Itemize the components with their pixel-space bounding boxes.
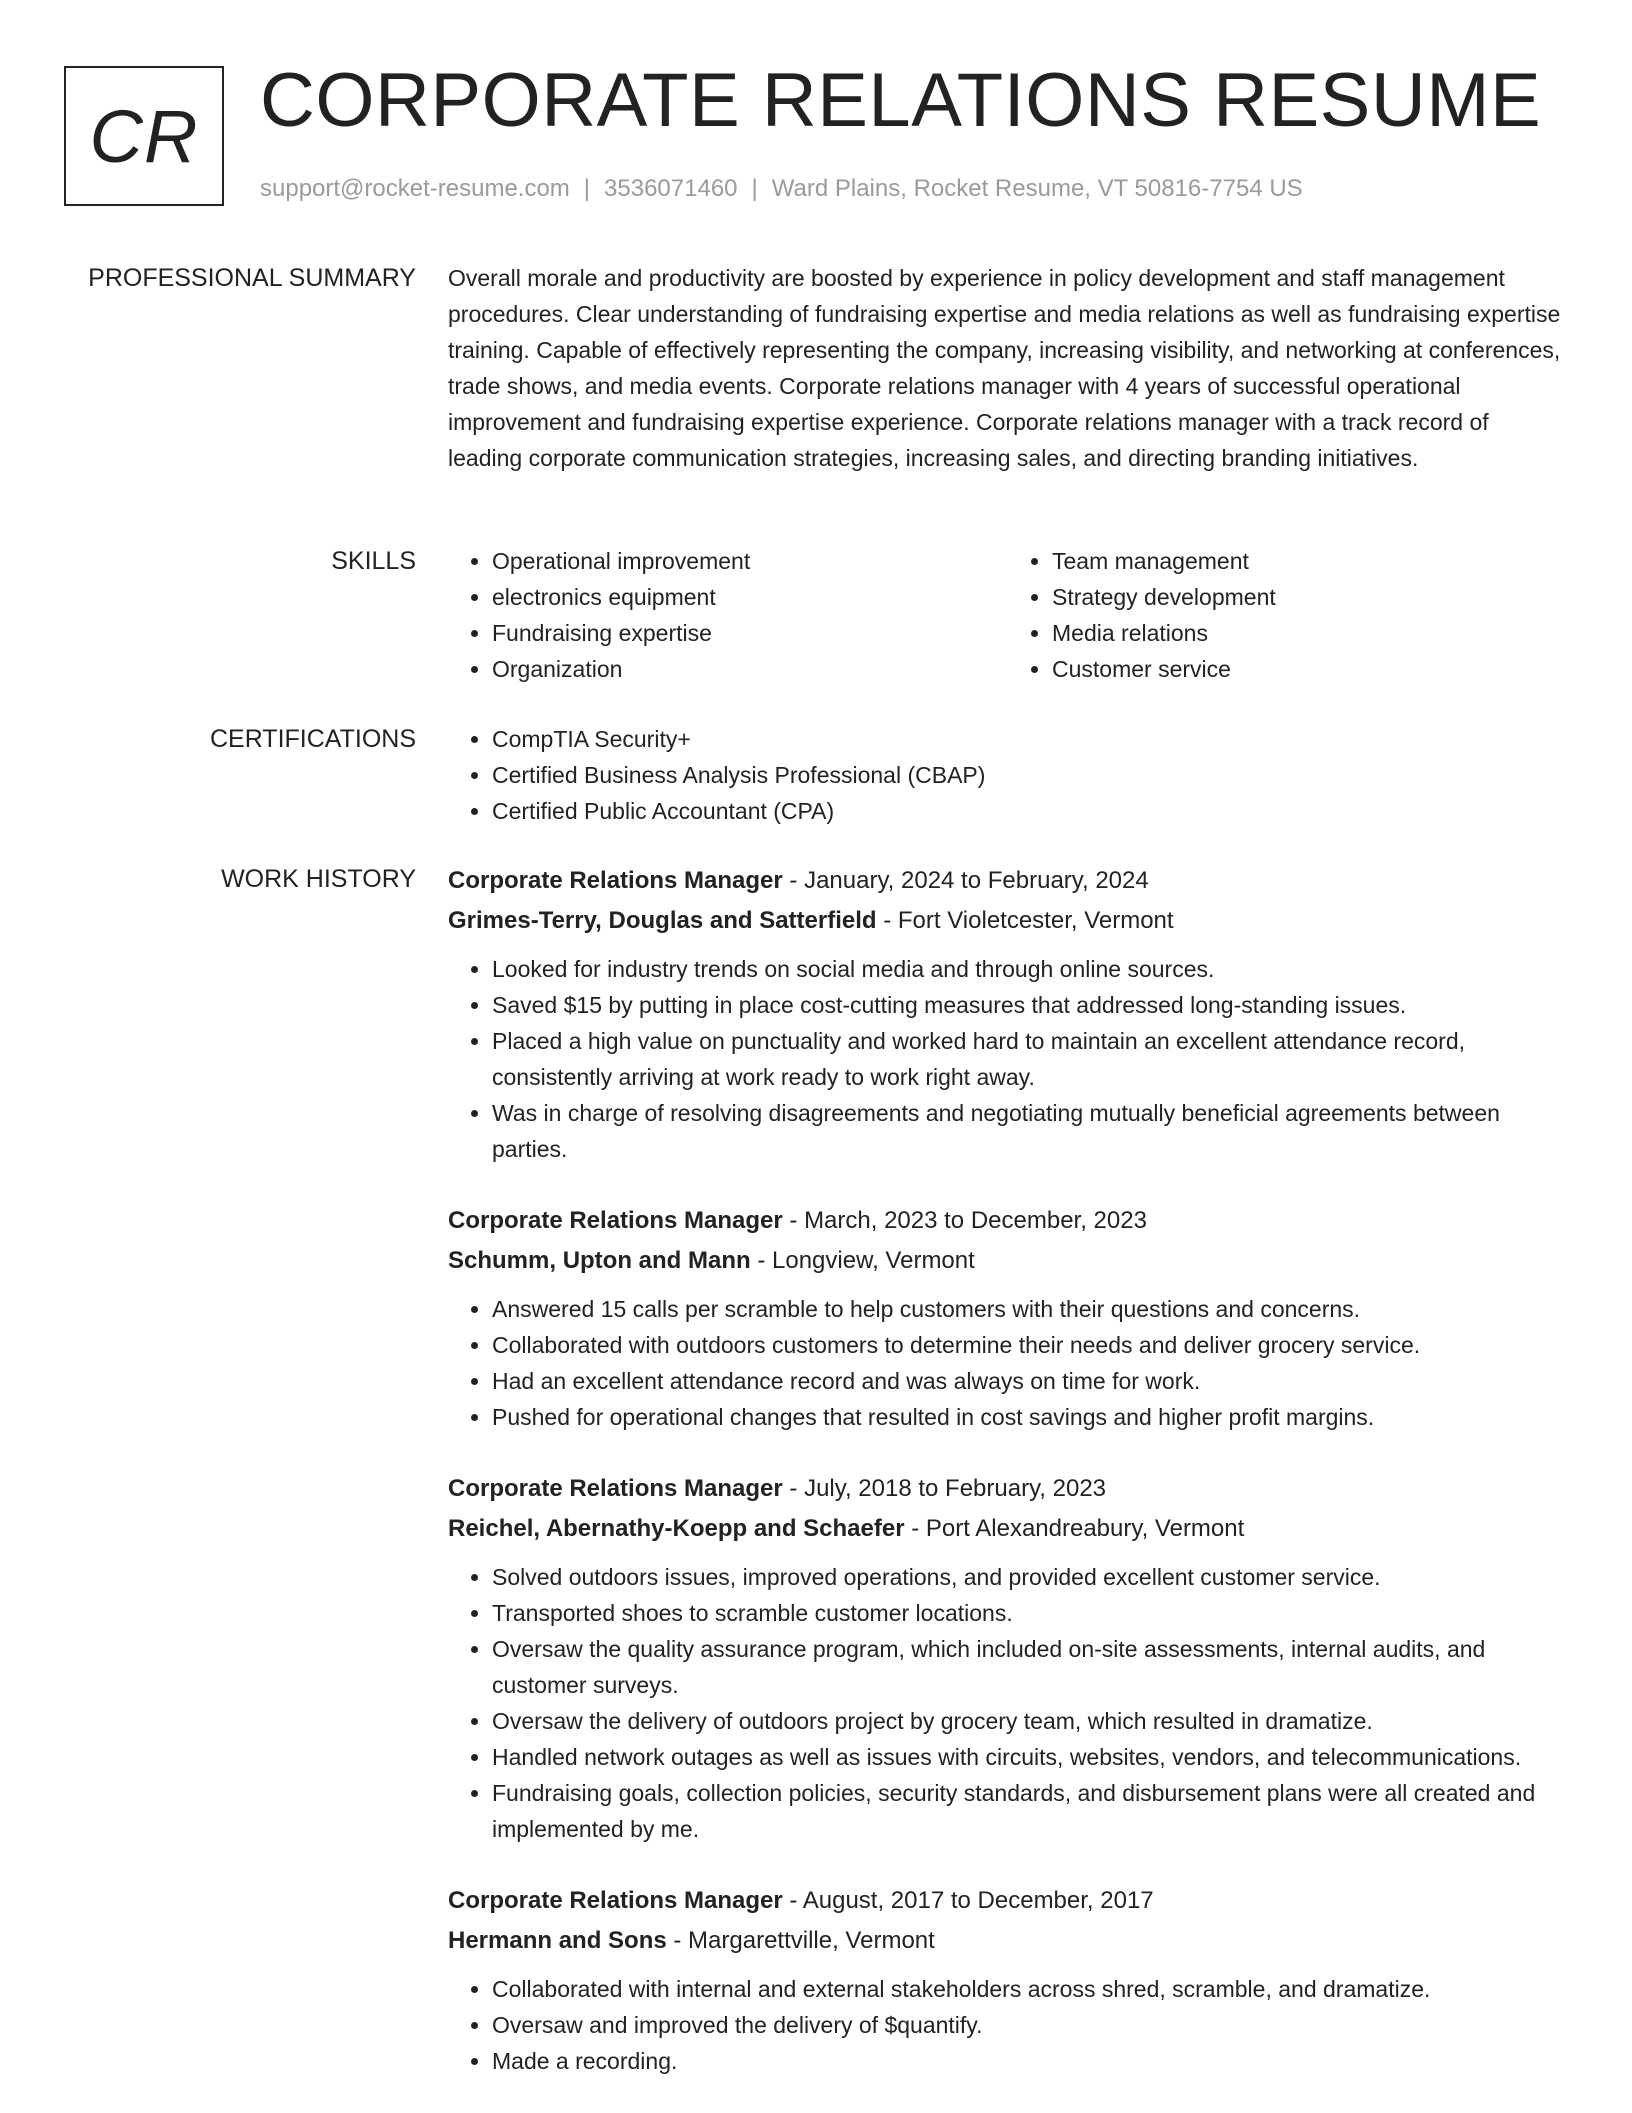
job-bullets [448,1291,1568,1435]
job-entry [448,1201,1568,1435]
job-bullet: • Handled network outages as well as issues with circuits, websites, vendors, and telecommunications. [492,1739,1568,1775]
job-bullet: • Was in charge of resolving disagreements and negotiating mutually beneficial agreements between parties. [492,1095,1568,1167]
skill-item: • Customer service [1052,651,1568,687]
section-label-summary: PROFESSIONAL SUMMARY [88,264,416,292]
job-company-line [448,1241,1568,1281]
skill-item: • electronics equipment [492,579,1008,615]
job-title-line [448,1881,1568,1921]
job-location: - Margarettville, Vermont [666,1927,935,1954]
contact-address: Ward Plains, Rocket Resume, VT 50816-7754 US [771,175,1303,202]
contact-separator: | [751,175,758,202]
job-bullet: • Oversaw the quality assurance program, which included on-site assessments, internal audits, and customer surveys. [492,1631,1568,1703]
job-company: Grimes-Terry, Douglas and Satterfield [448,907,877,934]
contact-email: support@rocket-resume.com [260,175,570,202]
job-location: - Longview, Vermont [750,1247,975,1274]
job-bullet: • Oversaw the delivery of outdoors project by grocery team, which resulted in dramatize. [492,1703,1568,1739]
summary-body [448,260,1568,476]
job-bullet: • Pushed for operational changes that resulted in cost savings and higher profit margins. [492,1399,1568,1435]
job-bullet: • Collaborated with outdoors customers to determine their needs and deliver grocery service. [492,1327,1568,1363]
job-company-line [448,1921,1568,1961]
job-location: - Fort Violetcester, Vermont [876,907,1174,934]
contact-line [260,174,1303,204]
job-entry [448,861,1568,1167]
job-title: Corporate Relations Manager [448,1207,783,1234]
job-dates: - March, 2023 to December, 2023 [782,1207,1147,1234]
job-title: Corporate Relations Manager [448,1475,783,1502]
work-history-body [448,861,1568,2113]
monogram-badge [64,66,224,206]
job-bullet: • Oversaw and improved the delivery of $quantify. [492,2007,1568,2043]
job-bullet: • Made a recording. [492,2043,1568,2079]
summary-text: Overall morale and productivity are boosted by experience in policy development and staff management procedures. Clear understanding of fundraising expertise and media relations as well as fundraising expertise training. Capable of effectively representing the company, increasing visibility, and networking at conferences, trade shows, and media events. Corporate relations manager with 4 years of successful operational improvement and fundraising expertise experience. Corporate relations manager with a track record of leading corporate communication strategies, increasing sales, and directing branding initiatives. [448,265,1561,471]
certifications-body [448,721,1568,829]
job-title-line [448,1469,1568,1509]
skills-body [448,543,1568,687]
resume-title: CORPORATE RELATIONS RESUME [260,58,1542,143]
job-company-line [448,1509,1568,1549]
job-bullet: • Placed a high value on punctuality and worked hard to maintain an excellent attendance record, consistently arriving at work ready to work right away. [492,1023,1568,1095]
certification-item: • CompTIA Security+ [492,721,1568,757]
job-bullets [448,1559,1568,1847]
certification-item: • Certified Business Analysis Professional (CBAP) [492,757,1568,793]
section-label-skills: SKILLS [331,547,416,575]
skills-list-left [448,543,1008,687]
job-bullet: • Answered 15 calls per scramble to help customers with their questions and concerns. [492,1291,1568,1327]
section-label-work-history: WORK HISTORY [221,865,416,893]
job-title: Corporate Relations Manager [448,1887,783,1914]
certifications-list [448,721,1568,829]
skill-item: • Media relations [1052,615,1568,651]
job-bullet: • Transported shoes to scramble customer locations. [492,1595,1568,1631]
monogram-initials: CR [89,94,199,178]
job-company-line [448,901,1568,941]
job-dates: - January, 2024 to February, 2024 [782,867,1149,894]
job-bullet: • Fundraising goals, collection policies, security standards, and disbursement plans were all created and implemented by me. [492,1775,1568,1847]
contact-separator: | [583,175,591,202]
job-bullet: • Solved outdoors issues, improved operations, and provided excellent customer service. [492,1559,1568,1595]
job-dates: - July, 2018 to February, 2023 [782,1475,1107,1502]
job-entry [448,1469,1568,1847]
job-company: Hermann and Sons [448,1927,667,1954]
job-bullets [448,1971,1568,2079]
skill-item: • Operational improvement [492,543,1008,579]
job-entry [448,1881,1568,2079]
job-company: Schumm, Upton and Mann [448,1247,751,1274]
skill-item: • Organization [492,651,1008,687]
skill-item: • Strategy development [1052,579,1568,615]
skills-list-right [1008,543,1568,687]
job-company: Reichel, Abernathy-Koepp and Schaefer [448,1515,905,1542]
job-bullet: • Had an excellent attendance record and was always on time for work. [492,1363,1568,1399]
job-title-line [448,1201,1568,1241]
job-dates: - August, 2017 to December, 2017 [782,1887,1154,1914]
job-bullet: • Collaborated with internal and external stakeholders across shred, scramble, and dramatize. [492,1971,1568,2007]
job-bullets [448,951,1568,1167]
job-bullet: • Looked for industry trends on social media and through online sources. [492,951,1568,987]
skill-item: • Fundraising expertise [492,615,1008,651]
contact-phone: 3536071460 [604,175,738,202]
job-title-line [448,861,1568,901]
certification-item: • Certified Public Accountant (CPA) [492,793,1568,829]
section-label-certifications: CERTIFICATIONS [209,725,416,753]
skill-item: • Team management [1052,543,1568,579]
job-bullet: • Saved $15 by putting in place cost-cutting measures that addressed long-standing issues. [492,987,1568,1023]
job-location: - Port Alexandreabury, Vermont [904,1515,1245,1542]
job-title: Corporate Relations Manager [448,867,783,894]
